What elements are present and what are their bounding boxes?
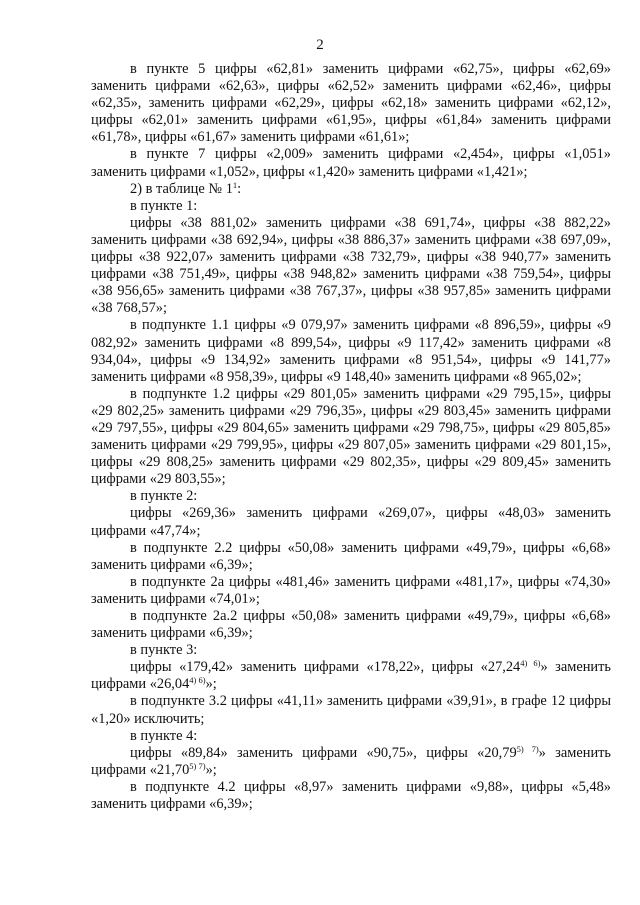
- paragraph-text: в подпункте 4.2 цифры «8,97» заменить цифрами «9,88», цифры «5,48» заменить цифрами «6,39»;: [91, 778, 611, 813]
- paragraph-text: в пункте 7 цифры «2,009» заменить цифрами «2,454», цифры «1,051» заменить цифрами «1,052», цифры «1,420» заменить цифрами «1,421»;: [91, 146, 611, 180]
- paragraph-text: цифры «89,84» заменить цифрами «90,75», цифры «20,79: [130, 744, 517, 761]
- paragraph-text: » заменить цифрами «26,04: [91, 659, 611, 693]
- superscript: 4) 6): [189, 675, 206, 686]
- paragraph-13: [91, 642, 611, 659]
- paragraph-text: цифры «38 881,02» заменить цифрами «38 691,74», цифры «38 882,22» заменить цифрами «38 692,94», цифры «38 886,37» заменить цифрами «38 697,09», цифры «38 922,07» заменить цифрами «38 732,79», цифры «38 940,77» заменить цифрами «38 751,49», цифры «38 948,82» заменить цифрами «38 759,54», цифры «38 956,65» заменить цифрами «38 767,37», цифры «38 957,85» заменить цифрами «38 768,57»;: [91, 214, 611, 317]
- paragraph-text: в пункте 4:: [130, 727, 198, 744]
- paragraph-text: в подпункте 3.2 цифры «41,11» заменить цифрами «39,91», в графе 12 цифры «1,20» исключить;: [91, 693, 611, 727]
- paragraph-text: в пункте 3:: [130, 642, 198, 659]
- paragraph-16: [91, 728, 611, 745]
- paragraph-text: в пункте 2:: [130, 488, 198, 505]
- paragraph-14: [91, 659, 611, 693]
- paragraph-text: в подпункте 1.2 цифры «29 801,05» заменить цифрами «29 795,15», цифры «29 802,25» заменить цифрами «29 796,35», цифры «29 803,45» заменить цифрами «29 797,55», цифры «29 804,65» заменить цифрами «29 798,75», цифры «29 805,85» заменить цифрами «29 799,95», цифры «29 807,05» заменить цифрами «29 801,15», цифры «29 808,25» заменить цифрами «29 802,35», цифры «29 809,45» заменить цифрами «29 803,55»;: [91, 385, 611, 488]
- page-number: 2: [316, 37, 324, 53]
- paragraph-text: в подпункте 1.1 цифры «9 079,97» заменить цифрами «8 896,59», цифры «9 082,92» заменить цифрами «8 899,54», цифры «9 117,42» заменить цифрами «8 934,04», цифры «9 134,92» заменить цифрами «8 951,54», цифры «9 141,77» заменить цифрами «8 958,39», цифры «9 148,40» заменить цифрами «8 965,02»;: [91, 317, 611, 385]
- superscript: 5) 7): [516, 743, 539, 754]
- paragraph-17: [91, 745, 611, 779]
- paragraph-text: в пункте 1:: [130, 197, 198, 214]
- paragraph-text: »;: [205, 676, 217, 693]
- paragraph-5: [91, 215, 611, 318]
- paragraph-12: [91, 608, 611, 642]
- paragraph-text: 2) в таблице № 1: [130, 180, 233, 197]
- paragraph-8: [91, 488, 611, 505]
- superscript: 5) 7): [189, 760, 206, 771]
- superscript: 1: [232, 179, 238, 190]
- paragraph-18: [91, 779, 611, 813]
- paragraph-text: в подпункте 2а цифры «481,46» заменить цифрами «481,17», цифры «74,30» заменить цифрами «74,01»;: [91, 573, 611, 607]
- paragraph-text: » заменить цифрами «21,70: [91, 744, 611, 778]
- paragraph-6: [91, 317, 611, 385]
- paragraph-15: [91, 693, 611, 727]
- paragraph-text: цифры «269,36» заменить цифрами «269,07», цифры «48,03» заменить цифрами «47,74»;: [91, 505, 611, 539]
- paragraph-text: в подпункте 2.2 цифры «50,08» заменить цифрами «49,79», цифры «6,68» заменить цифрами «6,39»;: [91, 539, 611, 573]
- paragraph-1: [91, 61, 611, 146]
- paragraph-7: [91, 386, 611, 489]
- paragraph-11: [91, 574, 611, 608]
- paragraph-3: [91, 181, 611, 198]
- document-body: [91, 61, 611, 813]
- paragraph-text: :: [237, 180, 242, 197]
- paragraph-text: цифры «179,42» заменить цифрами «178,22», цифры «27,24: [130, 659, 521, 676]
- paragraph-4: [91, 198, 611, 215]
- paragraph-text: »;: [205, 761, 217, 778]
- paragraph-text: в подпункте 2а.2 цифры «50,08» заменить цифрами «49,79», цифры «6,68» заменить цифрами «6,39»;: [91, 608, 611, 642]
- paragraph-10: [91, 540, 611, 574]
- paragraph-2: [91, 146, 611, 180]
- paragraph-9: [91, 505, 611, 539]
- paragraph-text: в пункте 5 цифры «62,81» заменить цифрами «62,75», цифры «62,69» заменить цифрами «62,63», цифры «62,52» заменить цифрами «62,46», цифры «62,35», заменить цифрами «62,29», цифры «62,18» заменить цифрами «62,12», цифры «62,01» заменить цифрами «61,95», цифры «61,84» заменить цифрами «61,78», цифры «61,67» заменить цифрами «61,61»;: [91, 61, 611, 146]
- superscript: 4) 6): [520, 658, 541, 669]
